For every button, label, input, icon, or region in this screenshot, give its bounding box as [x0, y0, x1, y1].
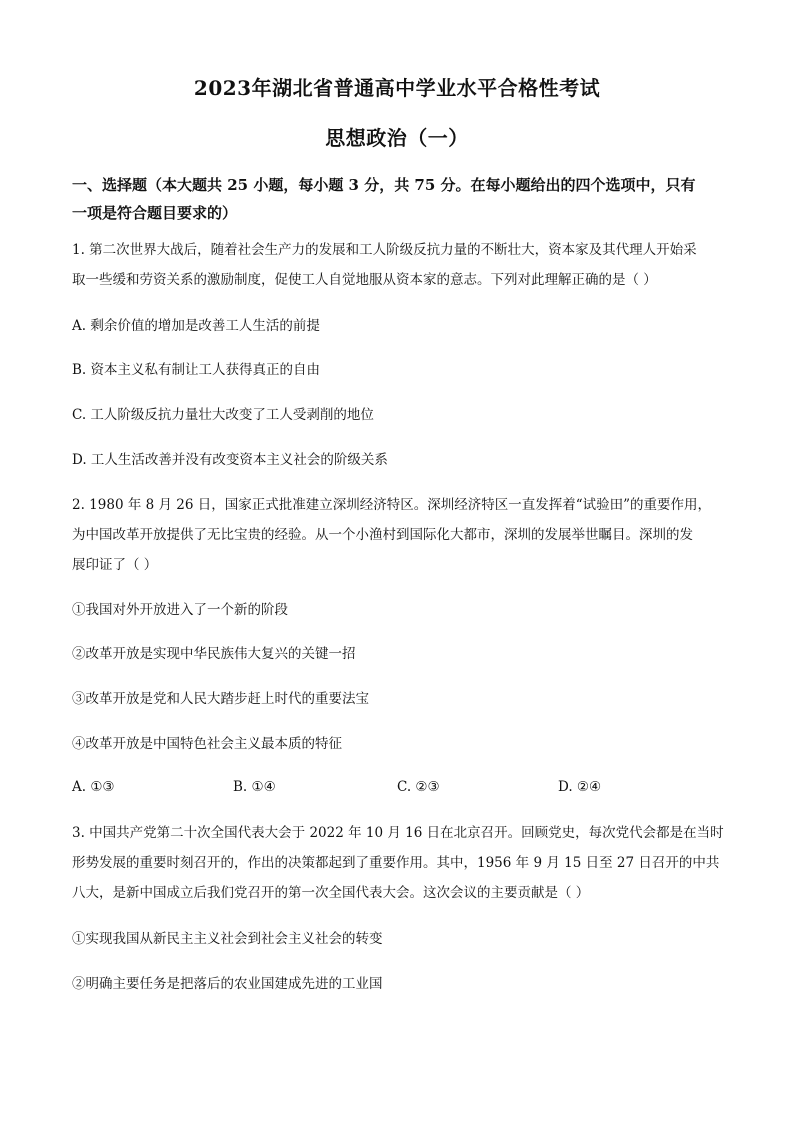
- q3-statement-1: ①实现我国从新民主主义社会到社会主义社会的转变: [72, 931, 383, 947]
- q2-options: [72, 779, 732, 799]
- q2-statement-3: ③改革开放是党和人民大踏步赶上时代的重要法宝: [72, 691, 369, 707]
- q2-option-c: C. ②③: [397, 779, 440, 795]
- section-heading-line1: 一、选择题（本大题共 25 小题，每小题 3 分，共 75 分。在每小题给出的四个选项中，只有: [72, 176, 696, 194]
- q2-option-b: B. ①④: [233, 779, 276, 795]
- q1-option-d: D. 工人生活改善并没有改变资本主义社会的阶级关系: [72, 452, 388, 468]
- q3-stem-line1: 3. 中国共产党第二十次全国代表大会于 2022 年 10 月 16 日在北京召开。回顾党史，每次党代会都是在当时: [72, 825, 724, 841]
- q1-option-b: B. 资本主义私有制让工人获得真正的自由: [72, 362, 321, 378]
- section-heading-line2: 一项是符合题目要求的）: [72, 204, 238, 222]
- q2-option-a: A. ①③: [72, 779, 115, 795]
- q1-stem-line2: 取一些缓和劳资关系的激励制度，促使工人自觉地服从资本家的意志。下列对此理解正确的是（ ）: [72, 272, 657, 288]
- q2-statement-4: ④改革开放是中国特色社会主义最本质的特征: [72, 736, 342, 752]
- q1-option-c: C. 工人阶级反抗力量壮大改变了工人受剥削的地位: [72, 407, 374, 423]
- exam-title: 2023年湖北省普通高中学业水平合格性考试: [193, 76, 601, 100]
- q3-stem-line3: 八大，是新中国成立后我们党召开的第一次全国代表大会。这次会议的主要贡献是（ ）: [72, 885, 590, 901]
- q2-option-d: D. ②④: [558, 779, 602, 795]
- q2-stem-line1: 2. 1980 年 8 月 26 日，国家正式批准建立深圳经济特区。深圳经济特区一直发挥着“试验田”的重要作用，: [72, 497, 712, 513]
- exam-subtitle: 思想政治（一）: [325, 126, 469, 150]
- q2-statement-1: ①我国对外开放进入了一个新的阶段: [72, 602, 288, 618]
- q3-stem-line2: 形势发展的重要时刻召开的，作出的决策都起到了重要作用。其中，1956 年 9 月 15 日至 27 日召开的中共: [72, 855, 720, 871]
- q2-statement-2: ②改革开放是实现中华民族伟大复兴的关键一招: [72, 646, 356, 662]
- q1-stem-line1: 1. 第二次世界大战后，随着社会生产力的发展和工人阶级反抗力量的不断壮大，资本家及其代理人开始采: [72, 242, 697, 258]
- q2-stem-line3: 展印证了（ ）: [72, 557, 158, 573]
- q1-option-a: A. 剩余价值的增加是改善工人生活的前提: [72, 318, 320, 334]
- q2-stem-line2: 为中国改革开放提供了无比宝贵的经验。从一个小渔村到国际化大都市，深圳的发展举世瞩目。深圳的发: [72, 527, 693, 543]
- q3-statement-2: ②明确主要任务是把落后的农业国建成先进的工业国: [72, 976, 383, 992]
